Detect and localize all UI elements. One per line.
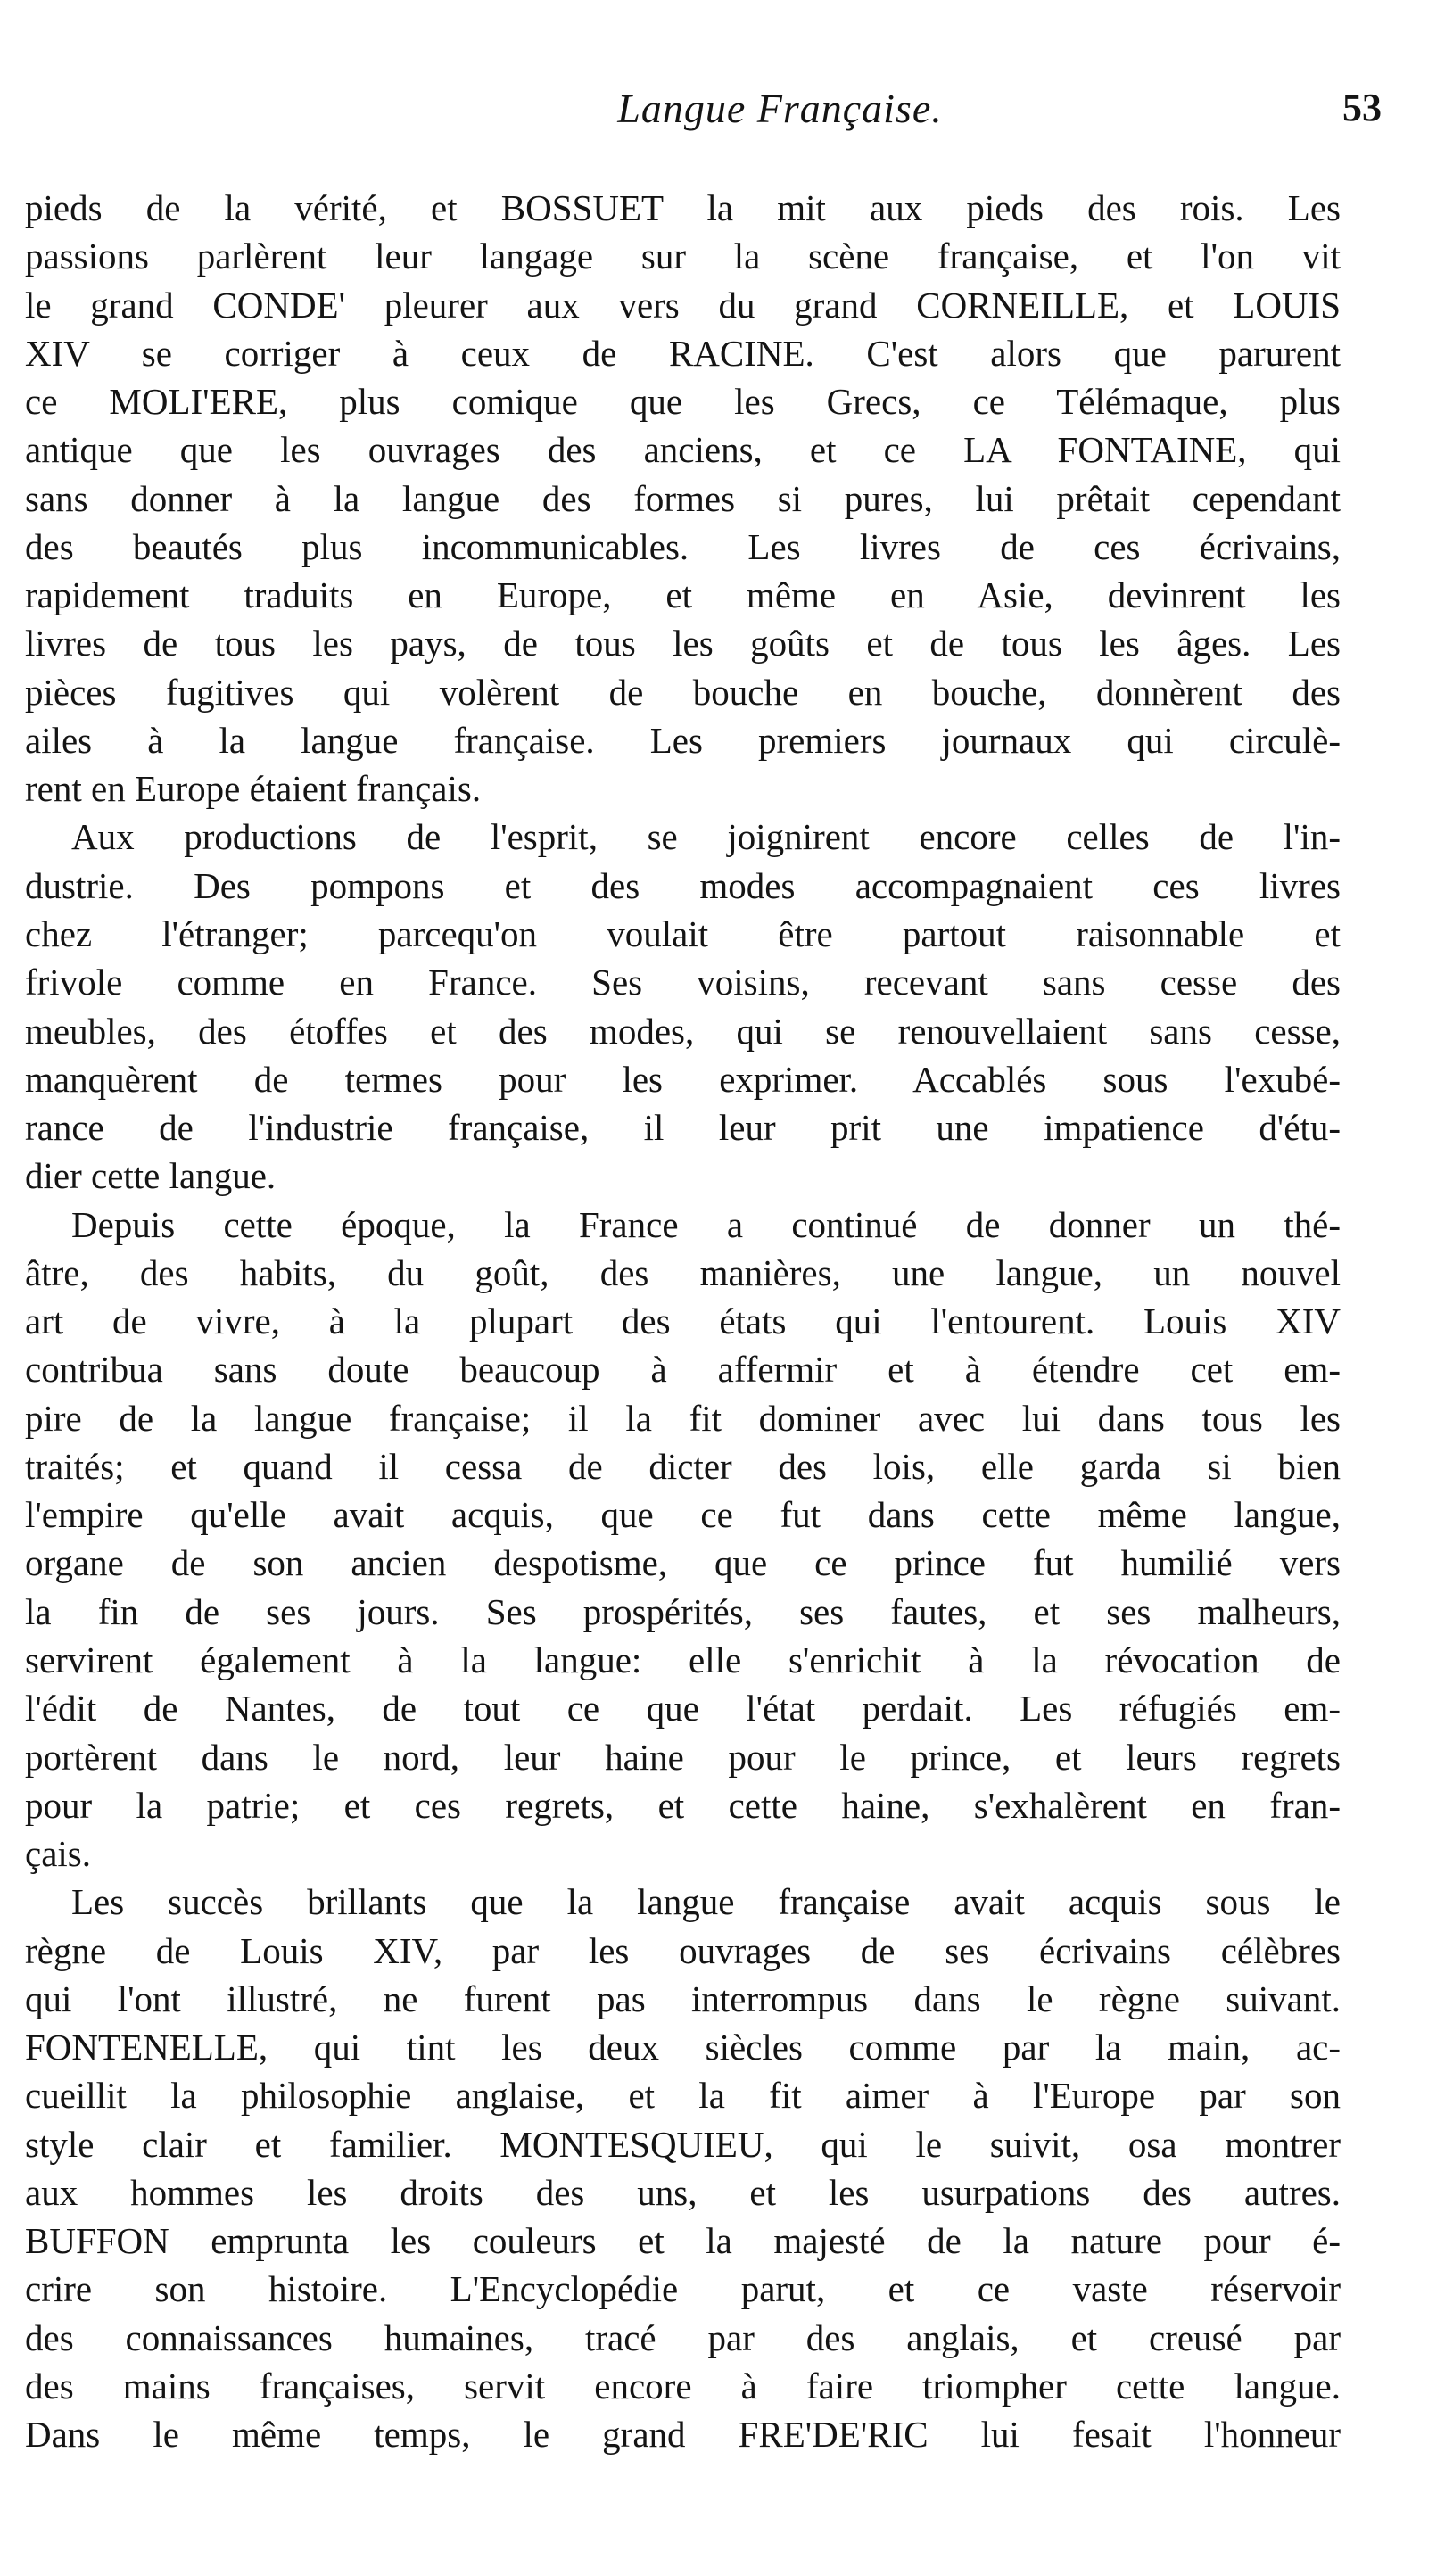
- text-line: rapidement traduits en Europe, et même en Asie, devinrent les: [25, 574, 1341, 616]
- text-line: pièces fugitives qui volèrent de bouche en bouche, donnèrent des: [25, 671, 1341, 713]
- text-line: style clair et familier. MONTESQUIEU, qui le suivit, osa montrer: [25, 2123, 1341, 2165]
- page-number: 53: [1342, 86, 1382, 129]
- body-text: [25, 184, 1341, 2458]
- text-line: dier cette langue.: [25, 1155, 277, 1197]
- text-line: crire son histoire. L'Encyclopédie parut, et ce vaste réservoir: [25, 2268, 1341, 2310]
- text-line: manquèrent de termes pour les exprimer. Accablés sous l'exubé-: [25, 1058, 1341, 1100]
- text-line: des connaissances humaines, tracé par des anglais, et creusé par: [25, 2316, 1341, 2358]
- running-title: Langue Française.: [617, 86, 943, 131]
- text-line: l'empire qu'elle avait acquis, que ce fut dans cette même langue,: [25, 1494, 1341, 1536]
- text-line: des mains françaises, servit encore à faire triompher cette langue.: [25, 2365, 1341, 2407]
- text-line: la fin de ses jours. Ses prospérités, ses fautes, et ses malheurs,: [25, 1590, 1341, 1632]
- text-line: Depuis cette époque, la France a continué de donner un thé-: [71, 1203, 1341, 1245]
- text-line: âtre, des habits, du goût, des manières, une langue, un nouvel: [25, 1251, 1341, 1293]
- text-line: pour la patrie; et ces regrets, et cette haine, s'exhalèrent en fran-: [25, 1784, 1341, 1826]
- text-line: servirent également à la langue: elle s'enrichit à la révocation de: [25, 1639, 1341, 1680]
- text-line: Dans le même temps, le grand FRE'DE'RIC lui fesait l'honneur: [25, 2414, 1341, 2456]
- text-line: antique que les ouvrages des anciens, et ce LA FONTAINE, qui: [25, 429, 1341, 471]
- text-line: Les succès brillants que la langue française avait acquis sous le: [71, 1881, 1341, 1923]
- text-line: traités; et quand il cessa de dicter des lois, elle garda si bien: [25, 1445, 1341, 1487]
- text-line: l'édit de Nantes, de tout ce que l'état perdait. Les réfugiés em-: [25, 1688, 1341, 1730]
- text-line: dustrie. Des pompons et des modes accompagnaient ces livres: [25, 864, 1341, 906]
- text-line: frivole comme en France. Ses voisins, recevant sans cesse des: [25, 962, 1341, 1003]
- text-line: ce MOLI'ERE, plus comique que les Grecs, ce Télémaque, plus: [25, 381, 1341, 423]
- text-line: pire de la langue française; il la fit dominer avec lui dans tous les: [25, 1397, 1341, 1439]
- text-line: portèrent dans le nord, leur haine pour le prince, et leurs regrets: [25, 1736, 1341, 1778]
- text-line: FONTENELLE, qui tint les deux siècles comme par la main, ac-: [25, 2027, 1341, 2068]
- text-line: ailes à la langue française. Les premiers journaux qui circulè-: [25, 719, 1341, 761]
- text-line: règne de Louis XIV, par les ouvrages de ses écrivains célèbres: [25, 1929, 1341, 1971]
- text-line: aux hommes les droits des uns, et les usurpations des autres.: [25, 2171, 1341, 2213]
- text-line: qui l'ont illustré, ne furent pas interrompus dans le règne suivant.: [25, 1977, 1341, 2019]
- text-line: pieds de la vérité, et BOSSUET la mit aux pieds des rois. Les: [25, 187, 1341, 228]
- running-head: [178, 85, 1382, 147]
- text-line: cueillit la philosophie anglaise, et la fit aimer à l'Europe par son: [25, 2075, 1341, 2117]
- text-line: BUFFON emprunta les couleurs et la majesté de la nature pour é-: [25, 2220, 1341, 2262]
- text-line: sans donner à la langue des formes si pures, lui prêtait cependant: [25, 477, 1341, 519]
- text-line: organe de son ancien despotisme, que ce prince fut humilié vers: [25, 1542, 1341, 1584]
- text-line: Aux productions de l'esprit, se joignirent encore celles de l'in-: [71, 816, 1341, 858]
- text-line: meubles, des étoffes et des modes, qui se renouvellaient sans cesse,: [25, 1010, 1341, 1052]
- text-line: chez l'étranger; parcequ'on voulait être partout raisonnable et: [25, 912, 1341, 954]
- text-line: rance de l'industrie française, il leur prit une impatience d'étu-: [25, 1107, 1341, 1149]
- text-line: contribua sans doute beaucoup à affermir et à étendre cet em-: [25, 1349, 1341, 1391]
- text-line: des beautés plus incommunicables. Les livres de ces écrivains,: [25, 525, 1341, 567]
- text-line: livres de tous les pays, de tous les goûts et de tous les âges. Les: [25, 623, 1341, 665]
- text-line: passions parlèrent leur langage sur la scène française, et l'on vit: [25, 235, 1341, 277]
- text-line: art de vivre, à la plupart des états qui l'entourent. Louis XIV: [25, 1300, 1341, 1342]
- text-line: le grand CONDE' pleurer aux vers du grand CORNEILLE, et LOUIS: [25, 284, 1341, 326]
- text-line: çais.: [25, 1833, 91, 1875]
- text-line: rent en Europe étaient français.: [25, 768, 482, 810]
- text-line: XIV se corriger à ceux de RACINE. C'est alors que parurent: [25, 332, 1341, 374]
